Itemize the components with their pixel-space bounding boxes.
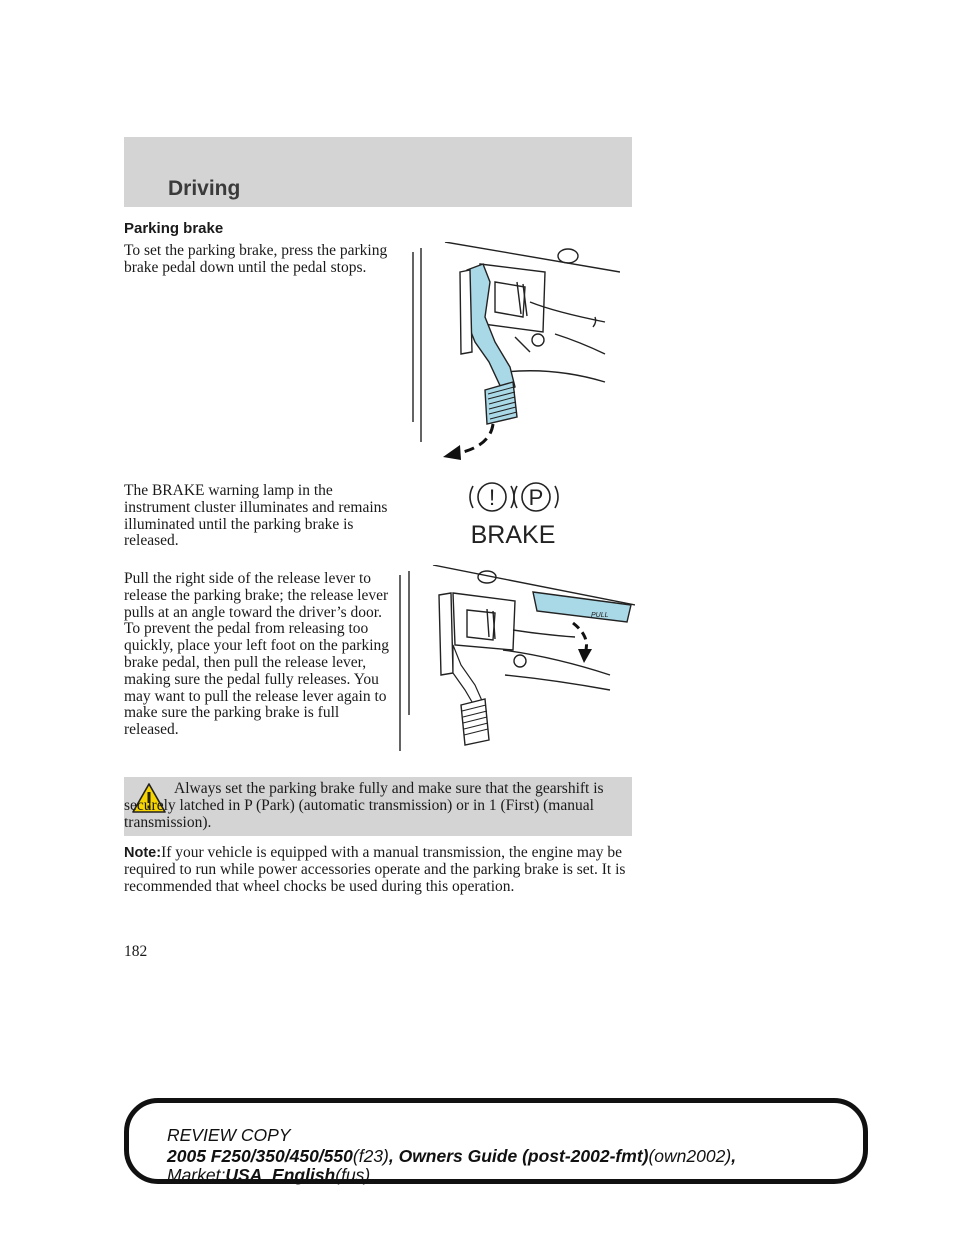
note-label: Note:: [124, 845, 162, 861]
park-symbol: P: [528, 485, 544, 510]
section-title: Driving: [168, 177, 241, 200]
footer-comma: ,: [731, 1146, 737, 1166]
release-lever-illustration: [395, 565, 635, 755]
footer-market-label: Market:: [167, 1165, 226, 1185]
brake-label: BRAKE: [470, 521, 556, 549]
paragraph-set-brake: To set the parking brake, press the parking brake pedal down until the pedal stops.: [124, 242, 388, 276]
page-number: 182: [124, 943, 148, 960]
paragraph-warning-lamp: The BRAKE warning lamp in the instrument cluster illuminates and remains illuminated until the parking brake is released.: [124, 482, 388, 550]
warning-box: [124, 777, 632, 836]
warning-text: Always set the parking brake fully and make sure that the gearshift is securely latched in P (Park) (automatic transmission) or in 1 (First) (manual transmission).: [124, 780, 604, 831]
brake-warning-lamp: [466, 481, 561, 556]
heading-parking-brake: Parking brake: [124, 220, 224, 237]
footer-document-line: [167, 1146, 736, 1167]
pull-label: PULL: [591, 612, 609, 619]
paragraph-release: Pull the right side of the release lever to release the parking brake; the release lever pulls at an angle toward the driver’s door. To prevent the pedal from releasing too quickly, place your left foot on the parking brake pedal, then pull the release lever, making sure the pedal fully releases. You may want to pull the release lever again to make sure the parking brake is full released.: [124, 570, 389, 739]
footer-market: USA_English: [225, 1165, 336, 1185]
note-text: If your vehicle is equipped with a manual transmission, the engine may be required to run while power accessories operate and the parking brake is set. It is recommended that wheel chocks be used during this operation.: [124, 844, 626, 895]
exclamation-symbol: !: [488, 485, 496, 510]
footer-market-line: [167, 1165, 370, 1186]
review-copy-label: REVIEW COPY: [167, 1125, 291, 1145]
footer-model-code: (f23): [352, 1146, 389, 1166]
parking-brake-pedal-illustration: [405, 242, 620, 464]
footer-guide-code: (own2002): [648, 1146, 732, 1166]
footer-guide: , Owners Guide (post-2002-fmt): [388, 1146, 649, 1166]
review-copy-footer: [124, 1098, 868, 1184]
section-header-band: [124, 137, 632, 207]
footer-market-code: (fus): [335, 1165, 371, 1185]
note-paragraph: [124, 845, 634, 895]
footer-model: 2005 F250/350/450/550: [167, 1146, 353, 1166]
